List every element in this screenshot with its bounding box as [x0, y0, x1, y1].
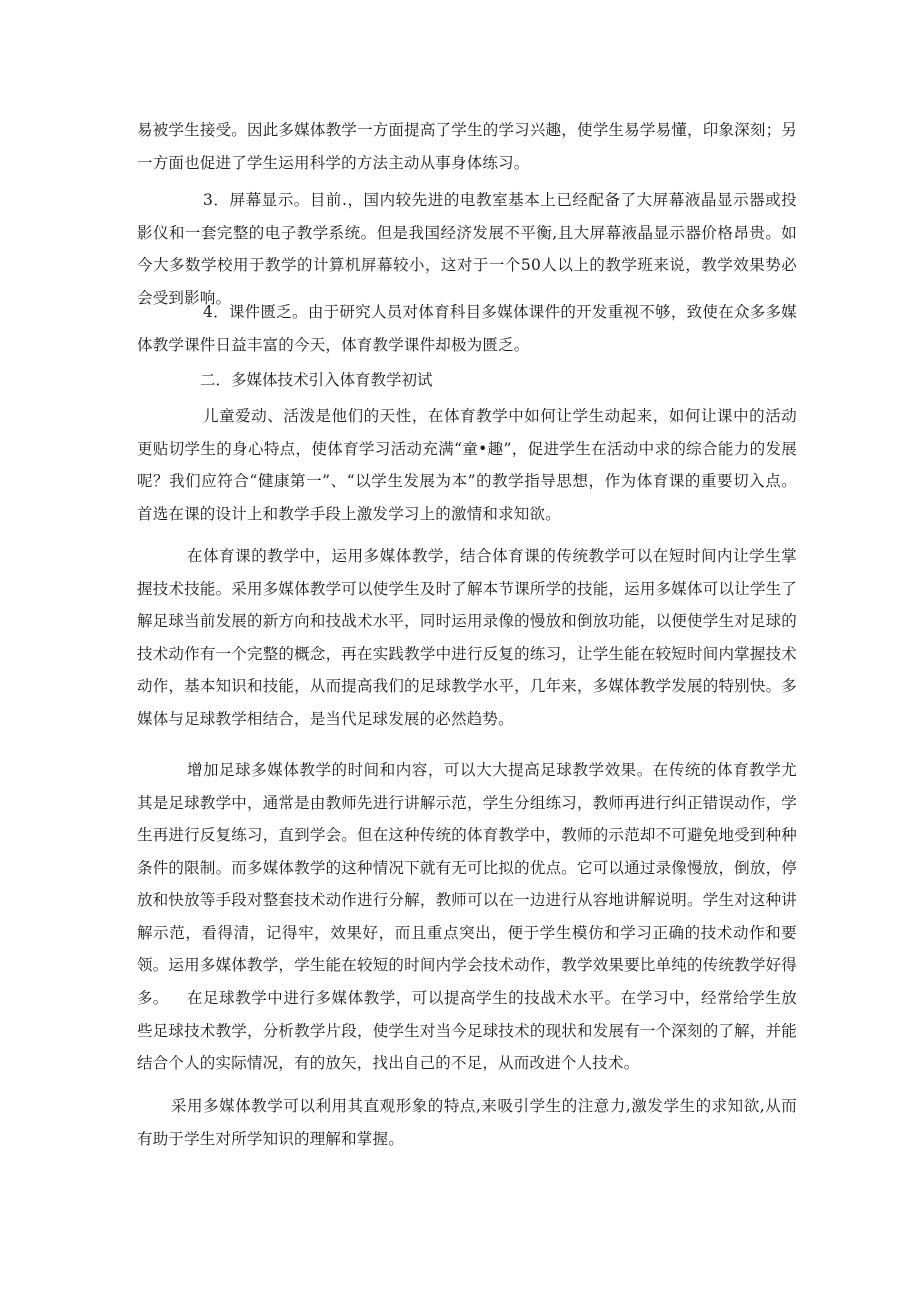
paragraph-increase-time: 增加足球多媒体教学的时间和内容，可以大大提高足球教学效果。在传统的体育教学尤其是足球教学中，通常是由教师先进行讲解示范，学生分组练习，教师再进行纠正错误动作，学生再进行反复练习，直到学会。但在这种传统的体育教学中，教师的示范却不可避免地受到种种条件的限制。而多媒体教学的这种情况下就有无可比拟的优点。它可以通过录像慢放，倒放，停放和快放等手段对整套技术动作进行分解，教师可以在一边进行从容地讲解说明。学生对这种讲解示范，看得清，记得牢，效果好，而且重点突出，便于学生模仿和学习正确的技术动作和要领。运用多媒体教学，学生能在较短的时间内学会技术动作，教学效果要比单纯的传统教学好得多。 [137, 761, 797, 1007]
paragraph-children-nature: 儿童爱动、活泼是他们的天性，在体育教学中如何让学生动起来，如何让课中的活动更贴切学生的身心特点，使体育学习活动充满“童•趣”，促进学生在活动中求的综合能力的发展呢？我们应符合“健康第一”、“以学生发展为本”的教学指导思想，作为体育课的重要切入点。首选在课的设计上和教学手段上激发学习上的激情和求知欲。 [137, 407, 797, 523]
paragraph-conclusion: 采用多媒体教学可以利用其直观形象的特点,来吸引学生的注意力,激发学生的求知欲,从而有助于学生对所学知识的理解和掌握。 [137, 1097, 797, 1148]
paragraph-courseware-shortage: 4．课件匮乏。由于研究人员对体育科目多媒体课件的开发重视不够，致使在众多多媒体教学课件日益丰富的今天，体育教学课件却极为匮乏。 [137, 303, 797, 354]
paragraph-screen-display: 3．屏幕显示。目前.，国内较先进的电教室基本上已经配备了大屏幕液晶显示器或投影仪和一套完整的电子教学系统。但是我国经济发展不平衡,且大屏幕液晶显示器价格昂贵。如今大多数学校用于教学的计算机屏幕较小，这对于一个50人以上的教学班来说，教学效果势必会受到影响。 [137, 191, 797, 307]
paragraph-continuation: 易被学生接受。因此多媒体教学一方面提高了学生的学习兴趣，使学生易学易懂，印象深刻；另一方面也促进了学生运用科学的方法主动从事身体练习。 [137, 121, 797, 172]
paragraph-tactical-level: 在足球教学中进行多媒体教学，可以提高学生的技战术水平。在学习中，经常给学生放些足球技术教学，分析教学片段，使学生对当今足球技术的现状和发展有一个深刻的了解，并能结合个人的实际情况，有的放矢，找出自己的不足，从而改进个人技术。 [137, 989, 797, 1072]
paragraph-pe-multimedia: 在体育课的教学中，运用多媒体教学，结合体育课的传统教学可以在短时间内让学生掌握技术技能。采用多媒体教学可以使学生及时了解本节课所学的技能，运用多媒体可以让学生了解足球当前发展的新方向和技战术水平，同时运用录像的慢放和倒放功能，以便使学生对足球的技术动作有一个完整的概念，再在实践教学中进行反复的练习，让学生能在较短时间内掌握技术动作，基本知识和技能，从而提高我们的足球教学水平，几年来，多媒体教学发展的特别快。多媒体与足球教学相结合，是当代足球发展的必然趋势。 [137, 547, 797, 728]
section-heading: 二．多媒体技术引入体育教学初试 [200, 371, 433, 389]
